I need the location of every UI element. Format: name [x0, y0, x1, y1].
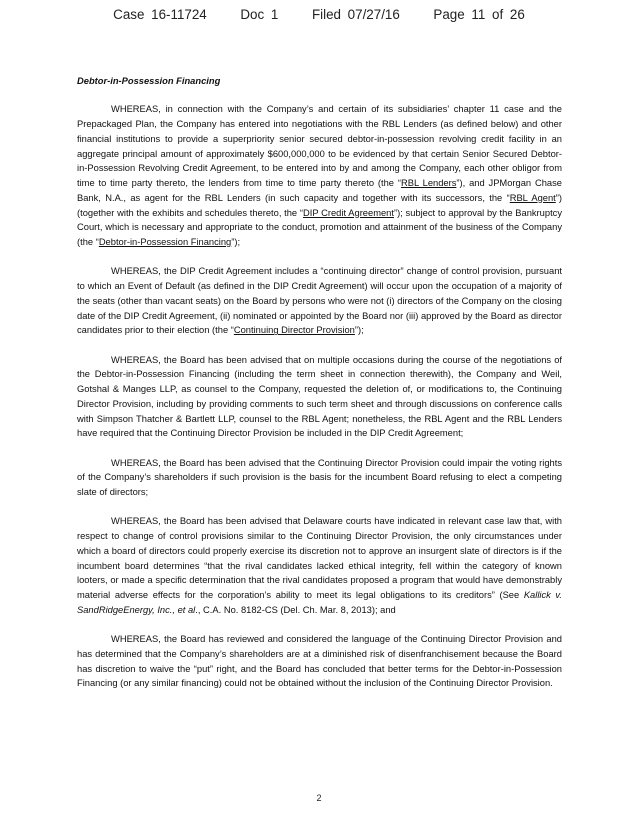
text-run: ”), and JPMorgan Chase Bank, N.A., as agent for the RBL Lenders (in such capacity and together with its successors, the “	[77, 178, 562, 203]
paragraph-continuing-director	[77, 264, 562, 338]
court-filing-header	[0, 7, 638, 22]
paragraph-board-review: WHEREAS, the Board has reviewed and considered the language of the Continuing Director Provision and has determined that the Company’s shareholders are at a diminished risk of disenfranchisement because the Board has discretion to waive the “put” right, and the Board has concluded that better terms for the Debtor-in-Possession Financing (or any similar financing) could not be obtained without the inclusion of the Continuing Director Provision.	[77, 634, 562, 689]
paragraph-dip-financing	[77, 102, 562, 250]
text-run: WHEREAS, the Board has been advised that Delaware courts have indicated in relevant case law that, with respect to change of control provisions similar to the Continuing Director Provision, the only circumstances under which a board of directors could properly exercise its discretion not to approve an insurgent slate of directors is if the incumbent board determines “that the rival candidates lacked ethical integrity, fell within the category of known looters, or made a specific determination that the rival candidates proposed a program that would have demonstrably material adverse effects for the corporation’s ability to meet its legal obligations to its creditors” (See	[77, 516, 562, 600]
defined-term-rbl-lenders: RBL Lenders	[400, 178, 457, 188]
text-run: ”);	[231, 237, 241, 247]
document-body	[77, 74, 562, 706]
filed-date: Filed 07/27/16	[311, 7, 400, 22]
defined-term-dip-credit-agreement: DIP Credit Agreement	[302, 207, 394, 218]
page-of-total: Page 11 of 26	[433, 7, 525, 22]
text-run: WHEREAS, in connection with the Company’s and certain of its subsidiaries’ chapter 11 case and the Prepackaged Plan, the Company has entered into negotiations with the RBL Lenders (as defined below) and other financial institutions to provide a superpriority senior secured debtor-in-possession revolving credit facility in an aggregate principal amount of approximately $600,000,000 to be evidenced by that certain Senior Secured Debtor-in-Possession Revolving Credit Agreement, to be entered into by and among the Company, each other obligor from time to time party thereto, the lenders from time to time party thereto (the “	[77, 104, 562, 188]
doc-number: Doc 1	[240, 7, 279, 22]
case-number: Case 16-11724	[113, 7, 207, 22]
defined-term-continuing-director-provision: Continuing Director Provision	[233, 325, 355, 336]
text-run: ”); subject to approval by the Bankruptcy Court, which is necessary and appropriate to the conduct, promotion and attainment of the business of the Company (the “	[77, 207, 563, 247]
paragraph-negotiations: WHEREAS, the Board has been advised that on multiple occasions during the course of the negotiations of the Debtor-in-Possession Financing (including the term sheet in connection therewith), the Company and Weil, Gotshal & Manges LLP, as counsel to the Company, requested the deletion of, or modifications to, the Continuing Director Provision, including by providing comments to such term sheet and through discussions on conference calls with Simpson Thatcher & Bartlett LLP, counsel to the RBL Agent; nonetheless, the RBL Agent and the RBL Lenders have required that the Continuing Director Provision be included in the DIP Credit Agreement;	[77, 354, 562, 439]
text-run: ., C.A. No. 8182-CS (Del. Ch. Mar. 8, 2013); and	[195, 604, 396, 615]
case-citation: Kallick v. SandRidgeEnergy, Inc., et al	[77, 590, 562, 615]
text-run: ”) (together with the exhibits and schedules thereto, the “	[77, 192, 563, 218]
text-run: ”);	[354, 325, 364, 336]
paragraph-voting-rights: WHEREAS, the Board has been advised that the Continuing Director Provision could impair the voting rights of the Company’s shareholders if such provision is the basis for the incumbent Board refusing to elect a competing slate of directors;	[77, 457, 562, 497]
text-run: WHEREAS, the DIP Credit Agreement includes a “continuing director” change of control provision, pursuant to which an Event of Default (as defined in the DIP Credit Agreement) will occur upon the occupation of a majority of the seats (other than vacant seats) on the Board by persons who were not (i) directors of the Company on the closing date of the DIP Credit Agreement, (ii) nominated or appointed by the Board nor (iii) approved by the Board as director candidates prior to their election (the “	[77, 266, 562, 336]
defined-term-dip-financing: Debtor-in-Possession Financing	[98, 237, 232, 247]
page-number: 2	[316, 793, 322, 803]
defined-term-rbl-agent: RBL Agent	[509, 192, 556, 203]
section-heading: Debtor-in-Possession Financing	[77, 76, 221, 86]
paragraph-delaware-case-law	[77, 514, 562, 617]
